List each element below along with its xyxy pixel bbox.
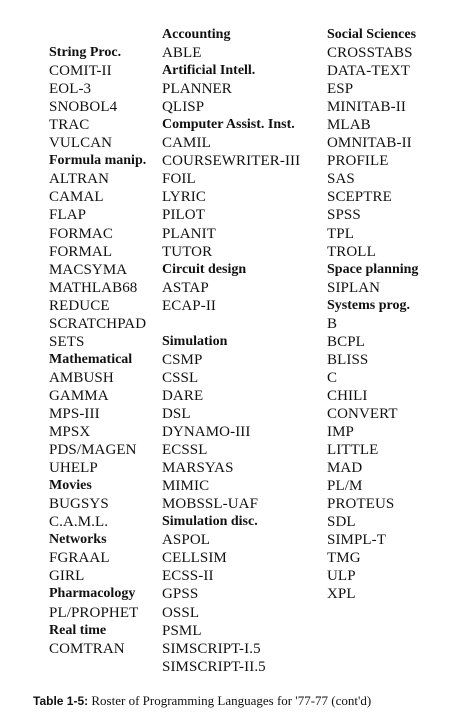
language-entry: B bbox=[327, 315, 338, 332]
category-heading: String Proc. bbox=[49, 45, 122, 61]
language-column-2 bbox=[162, 26, 300, 676]
language-entry: MPS-III bbox=[49, 405, 100, 422]
language-entry: ALTRAN bbox=[49, 171, 110, 188]
language-column-3 bbox=[327, 26, 418, 604]
language-entry: SIMSCRIPT-II.5 bbox=[162, 658, 266, 675]
language-entry: ASTAP bbox=[162, 279, 209, 296]
language-entry: C bbox=[327, 369, 338, 386]
language-entry: IMP bbox=[327, 424, 354, 441]
language-entry: MOBSSL-UAF bbox=[162, 496, 259, 513]
category-heading: Computer Assist. Inst. bbox=[162, 117, 295, 133]
language-entry: DATA-TEXT bbox=[327, 63, 411, 80]
language-entry: COMIT-II bbox=[49, 63, 112, 80]
language-entry: GAMMA bbox=[49, 387, 109, 404]
language-entry: PROFILE bbox=[327, 153, 389, 170]
language-entry: MACSYMA bbox=[49, 261, 128, 278]
language-entry: CAMIL bbox=[162, 135, 211, 152]
language-entry: COURSEWRITER-III bbox=[162, 153, 301, 170]
language-entry: BUGSYS bbox=[49, 496, 109, 513]
category-heading: Simulation bbox=[162, 333, 228, 349]
language-entry: SPSS bbox=[327, 207, 361, 224]
language-entry: MINITAB-II bbox=[327, 99, 406, 116]
language-entry: MLAB bbox=[327, 117, 371, 134]
language-entry: TUTOR bbox=[162, 243, 213, 260]
language-entry: MATHLAB68 bbox=[49, 279, 138, 296]
language-entry: TROLL bbox=[327, 243, 376, 260]
language-entry: CELLSIM bbox=[162, 550, 227, 567]
language-entry: PDS/MAGEN bbox=[49, 442, 137, 459]
table-caption-text: Roster of Programming Languages for '77-77 (cont'd) bbox=[91, 693, 372, 708]
language-entry: SIPLAN bbox=[327, 279, 381, 296]
language-entry: XPL bbox=[327, 586, 356, 603]
language-entry: PLANIT bbox=[162, 225, 216, 242]
language-entry: PROTEUS bbox=[327, 496, 395, 513]
language-entry: EOL-3 bbox=[49, 81, 92, 98]
language-entry: COMTRAN bbox=[49, 640, 125, 657]
language-entry bbox=[49, 26, 146, 44]
language-entry: ECSSL bbox=[162, 442, 208, 459]
language-entry: DSL bbox=[162, 405, 191, 422]
language-entry: CHILI bbox=[327, 387, 368, 404]
language-entry: REDUCE bbox=[49, 297, 110, 314]
language-entry: SIMPL-T bbox=[327, 532, 387, 549]
language-entry: GIRL bbox=[49, 568, 85, 585]
language-entry: ASPOL bbox=[162, 532, 211, 549]
table-caption bbox=[33, 693, 371, 709]
language-entry: SAS bbox=[327, 171, 355, 188]
language-entry: SETS bbox=[49, 333, 85, 350]
category-heading: Simulation disc. bbox=[162, 514, 258, 530]
language-entry: FGRAAL bbox=[49, 550, 110, 567]
language-entry: SCRATCHPAD bbox=[49, 315, 147, 332]
language-entry: PL/PROPHET bbox=[49, 604, 139, 621]
category-heading: Networks bbox=[49, 532, 107, 548]
language-entry: AMBUSH bbox=[49, 369, 114, 386]
language-entry: DARE bbox=[162, 387, 204, 404]
language-entry: ECSS-II bbox=[162, 568, 214, 585]
language-entry: PLANNER bbox=[162, 81, 232, 98]
language-entry: FORMAL bbox=[49, 243, 113, 260]
language-entry: CSSL bbox=[162, 369, 199, 386]
language-entry: PILOT bbox=[162, 207, 205, 224]
category-heading: Accounting bbox=[162, 27, 231, 42]
category-heading: Space planning bbox=[327, 261, 419, 277]
language-entry: UHELP bbox=[49, 460, 98, 477]
language-entry: PL/M bbox=[327, 478, 363, 495]
language-entry: LITTLE bbox=[327, 442, 379, 459]
language-entry: OSSL bbox=[162, 604, 200, 621]
category-heading: Artificial Intell. bbox=[162, 63, 256, 79]
language-entry: CROSSTABS bbox=[327, 45, 413, 62]
category-heading: Systems prog. bbox=[327, 297, 410, 313]
language-entry: ULP bbox=[327, 568, 356, 585]
language-entry: GPSS bbox=[162, 586, 199, 603]
category-heading: Formula manip. bbox=[49, 153, 147, 169]
language-entry: DYNAMO-III bbox=[162, 424, 251, 441]
language-entry: FLAP bbox=[49, 207, 87, 224]
language-entry: SDL bbox=[327, 514, 356, 531]
language-entry: TMG bbox=[327, 550, 361, 567]
category-heading: Social Sciences bbox=[327, 27, 417, 42]
language-entry: ESP bbox=[327, 81, 354, 98]
language-entry: CSMP bbox=[162, 351, 203, 368]
category-heading: Mathematical bbox=[49, 351, 133, 367]
language-entry: SIMSCRIPT-I.5 bbox=[162, 640, 261, 657]
language-entry: LYRIC bbox=[162, 189, 206, 206]
language-entry: SNOBOL4 bbox=[49, 99, 118, 116]
language-column-1 bbox=[49, 26, 146, 658]
language-entry: MAD bbox=[327, 460, 363, 477]
language-entry: TPL bbox=[327, 225, 354, 242]
language-entry: VULCAN bbox=[49, 135, 113, 152]
language-entry: BLISS bbox=[327, 351, 369, 368]
language-entry bbox=[162, 315, 300, 333]
language-entry: FOIL bbox=[162, 171, 196, 188]
language-entry: MIMIC bbox=[162, 478, 210, 495]
category-heading: Real time bbox=[49, 622, 107, 638]
language-entry: ECAP-II bbox=[162, 297, 217, 314]
category-heading: Pharmacology bbox=[49, 586, 136, 602]
language-entry: BCPL bbox=[327, 333, 365, 350]
table-caption-label: Table 1-5: bbox=[33, 694, 89, 708]
language-entry: C.A.M.L. bbox=[49, 514, 109, 531]
language-entry: QLISP bbox=[162, 99, 205, 116]
language-entry: TRAC bbox=[49, 117, 90, 134]
language-entry: OMNITAB-II bbox=[327, 135, 412, 152]
language-entry: ABLE bbox=[162, 45, 202, 62]
language-entry: FORMAC bbox=[49, 225, 113, 242]
language-entry: PSML bbox=[162, 622, 202, 639]
category-heading: Circuit design bbox=[162, 261, 247, 277]
language-entry: MARSYAS bbox=[162, 460, 234, 477]
language-entry: CAMAL bbox=[49, 189, 104, 206]
language-entry: SCEPTRE bbox=[327, 189, 392, 206]
language-entry: CONVERT bbox=[327, 405, 398, 422]
language-entry: MPSX bbox=[49, 424, 91, 441]
category-heading: Movies bbox=[49, 478, 92, 494]
